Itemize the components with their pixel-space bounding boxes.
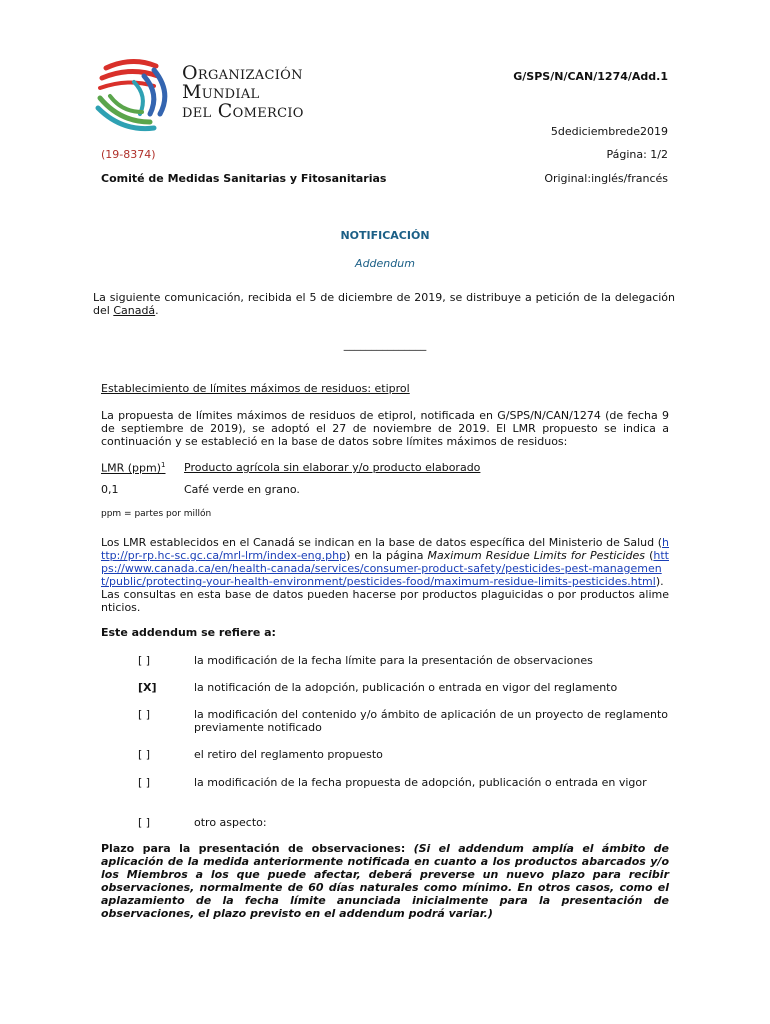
- notification-title: NOTIFICACIÓN: [340, 229, 430, 242]
- deadline-label: Plazo para la presentación de observaciones:: [101, 842, 414, 855]
- footnote-marker: 1: [161, 461, 166, 469]
- separator-line: _______________: [343, 338, 427, 351]
- deadline-paragraph: [101, 842, 669, 920]
- option-text: la modificación de la fecha límite para la presentación de observaciones: [194, 654, 593, 667]
- doc-date: 5dediciembrede2019: [550, 125, 668, 138]
- option-text: la modificación de la fecha propuesta de adopción, publicación o entrada en vigor: [194, 776, 647, 789]
- section-paragraph-1: La propuesta de límites máximos de residuos de etiprol, notificada en G/SPS/N/CAN/1274 (de fecha 9 de septiembre de 2019), se adoptó el 27 de noviembre de 2019. El LMR propuesto se indica a continuación y se estableció en la base de datos sobre límites máximos de residuos:: [101, 409, 669, 448]
- committee-name: Comité de Medidas Sanitarias y Fitosanitarias: [101, 172, 387, 185]
- org-name-line3: del Comercio: [182, 100, 304, 122]
- ref-number: (19-8374): [101, 148, 156, 161]
- page-number: Página: 1/2: [606, 148, 668, 161]
- doc-symbol: G/SPS/N/CAN/1274/Add.1: [513, 70, 668, 83]
- para2-part-b: ) en la página: [346, 549, 428, 562]
- option-text: otro aspecto:: [194, 816, 267, 829]
- org-name-line1: Organización: [182, 62, 303, 84]
- section-heading: Establecimiento de límites máximos de residuos: etiprol: [101, 382, 410, 395]
- original-language: Original:inglés/francés: [544, 172, 668, 185]
- para2-italic-title: Maximum Residue Limits for Pesticides: [427, 549, 646, 562]
- intro-country: Canadá: [113, 304, 156, 317]
- option-checkbox: [ ]: [138, 708, 151, 721]
- deadline-text: (Si el addendum amplía el ámbito de aplicación de la medida anteriormente notificada en cuanto a los productos abarcados y/o los Miembros a los que puede afectar, deberá preverse un nuevo plazo para recibir observaciones, normalmente de 60 días naturales como mínimo. En otros casos, como el aplazamiento de la fecha límite anunciada inicialmente para la presentación de observaciones, el plazo previsto en el addendum podrá variar.): [101, 842, 669, 920]
- table-cell-value: 0,1: [101, 483, 119, 496]
- intro-paragraph: [93, 291, 675, 317]
- canada-pesticides-link[interactable]: https://www.canada.ca/en/health-canada/services/consumer-product-safety/pesticides-pest-management/public/protecting-your-health-environment/pesticides-food/maximum-residue-limits-pesticides.html: [101, 549, 669, 588]
- addendum-refers-heading: Este addendum se refiere a:: [101, 626, 276, 639]
- intro-text: La siguiente comunicación, recibida el 5 de diciembre de 2019, se distribuye a petición de la delegación del: [93, 291, 675, 317]
- footnote-text: ppm = partes por millón: [101, 509, 212, 519]
- table-header-lmr: [101, 461, 166, 475]
- addendum-subtitle: Addendum: [355, 257, 415, 270]
- section-paragraph-2: [101, 536, 669, 614]
- option-checkbox: [ ]: [138, 654, 151, 667]
- option-checkbox: [ ]: [138, 748, 151, 761]
- para2-part-c: (: [645, 549, 654, 562]
- table-header-product: Producto agrícola sin elaborar y/o producto elaborado: [184, 461, 481, 474]
- intro-end: .: [155, 304, 159, 317]
- para2-part-d: ). Las consultas en esta base de datos pueden hacerse por productos plaguicidas o por productos alimenticios.: [101, 575, 669, 614]
- option-checkbox: [ ]: [138, 776, 151, 789]
- option-checkbox: [ ]: [138, 816, 151, 829]
- option-text: la modificación del contenido y/o ámbito de aplicación de un proyecto de reglamento previamente notificado: [194, 708, 668, 734]
- option-checkbox-checked: [X]: [138, 681, 157, 694]
- table-cell-product: Café verde en grano.: [184, 483, 300, 496]
- org-name-line2: Mundial: [182, 81, 260, 103]
- wto-logo-icon: [92, 58, 174, 132]
- table-header-lmr-label: LMR (ppm): [101, 461, 162, 475]
- option-text: la notificación de la adopción, publicación o entrada en vigor del reglamento: [194, 681, 618, 694]
- option-text: el retiro del reglamento propuesto: [194, 748, 383, 761]
- para2-part-a: Los LMR establecidos en el Canadá se indican en la base de datos específica del Ministerio de Salud (: [101, 536, 663, 549]
- health-canada-mrl-link[interactable]: http://pr-rp.hc-sc.gc.ca/mrl-lrm/index-eng.php: [101, 536, 669, 562]
